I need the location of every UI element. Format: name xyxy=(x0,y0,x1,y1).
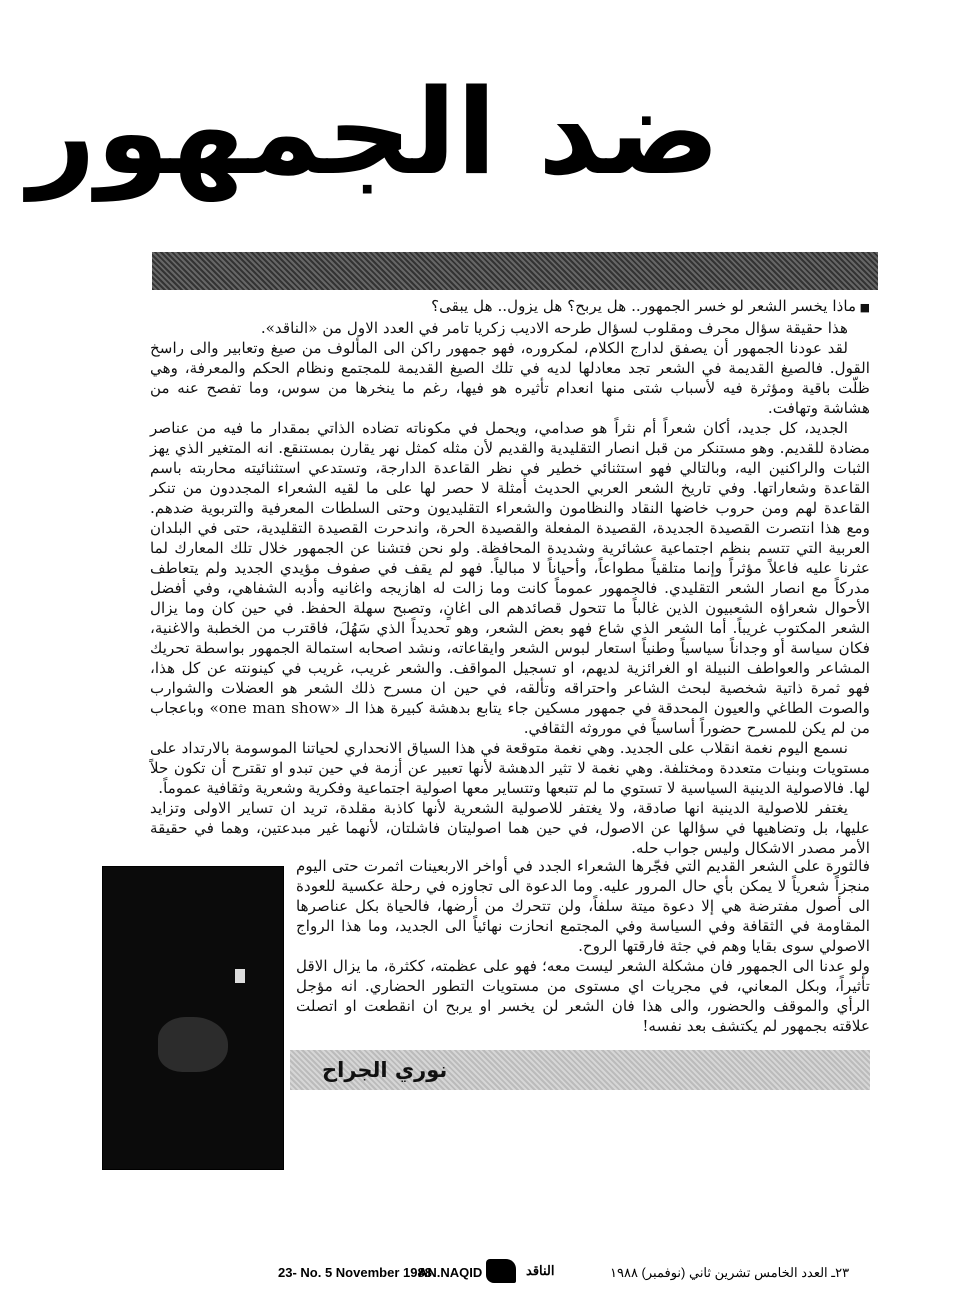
brand-name-ar: الناقد xyxy=(526,1263,555,1278)
article-body xyxy=(150,296,870,856)
author-bar xyxy=(290,1050,870,1090)
magazine-logo-icon xyxy=(486,1259,516,1283)
title-bar xyxy=(152,252,878,290)
article-paragraph: الجديد، كل جديد، أكان شعراً أم نثراً هو صدامي، ويحمل في مكوناته تضاده الذاتي بمقدار ما فيه من عناصر مضادة للقديم. وهو مستنكر من قبل انصار التقليدية والقديم لأن مثله كمثل نهر يقارن بمستنقع. انه المتغير الذي يهز الثبات والراكنين اليه، وبالتالي فهو استثنائي خطير في نظر القاعدة الدارجة، وتستدعي استثنائيته محاربته باسم القاعدة وشعاراتها. وفي تاريخ الشعر العربي الحديث أمثلة لا حصر لها على ما لقيه الشعراء المجددون من تنكر القاعدة لهم ومن حروب خاضها النقاد والنظامون والشعراء التقليديون وحتى السلطات المعرفية والتربوية ضدهم. ومع هذا انتصرت القصيدة الجديدة، القصيدة المفعلة والقصيدة الحرة، واندحرت القصيدة التقليدية، حتى في البلدان العربية التي تتسم بنظم اجتماعية عشائرية وشديدة المحافظة. ولو نحن فتشنا عن الجمهور خلال تلك المعارك لما عثرنا عليه فاعلاً مؤثراً وإنما متلقياً مطواعاً، وأحياناً لا مبالياً. فهو لم يقف في صفوف مؤيدي الجديد ولم يتعاطف مدركاً مع انصار الشعر التقليدي. فالجمهور عموماً كانت وما زالت له اهازيجه واغانيه وأدبه الشفاهي، وفي أفضل الأحوال شعراؤه الشعبيون الذين غالباً ما تتحول قصائدهم الى اغانٍ، وتصبح سهلة الحفظ. في حين كان وما يزال الشعر المكتوب غريباً. أما الشعر الذي شاع فهو بعض الشعر، وهو تحديداً الذي سَهُلَ، فاقترب من الخطبة والاغنية، فكان سياسة أو وجداناً سياسياً وطنياً استعار لبوس الشعر وايقاعاته، ونشد اصحابه استمالة الجمهور بواسطة تحريك المشاعر والعواطف النبيلة او الغرائزية لديهم، او تسجيل المواقف. والشعر غريب، غريب في كينونته عن كل هذا، فهو ثمرة ذاتية شخصية لبحث الشاعر واحتراقه وتألقه، في حين ان مسرح ذلك الشعر هو العضلات والشوارب والصوت الطاغي والعيون المحدقة في جمهور مسكين جاء يتابع بدهشة كبيرة هذا الـ «one man show» وباعجاب من لم يكن للمسرح حضوراً أساسياً في موروثه الثقافي. xyxy=(150,419,870,737)
headline: ضد الجمهور xyxy=(28,63,720,201)
article-continuation xyxy=(296,856,870,1035)
footer xyxy=(270,1259,870,1285)
issue-info-en: 23- No. 5 November 1988 xyxy=(278,1265,432,1280)
article-paragraph: لقد عودنا الجمهور أن يصفق لدارج الكلام، لمكروره، فهو جمهور راكن الى المألوف من صيغ وتعابير والى راسخ القول. فالصيغ القديمة في الشعر تجد معادلها لديه في تلك الصيغ القديمة للمجتمع ونظام الحكم والمعرفة، وهي ظلّت باقية ومؤثرة فيه لأسباب شتى منها انعدام تأثيره هو فيها، رغم ما ينخرها من سوس، وما تفصح عنه من هشاشة وتهافت. xyxy=(150,339,870,417)
author-name: نوري الجراح xyxy=(322,1058,448,1082)
hand-shape xyxy=(158,1017,228,1072)
highlight-mark xyxy=(235,969,245,983)
author-photo xyxy=(102,866,284,1170)
article-paragraph: فالثورة على الشعر القديم التي فجّرها الشعراء الجدد في أواخر الاربعينات اثمرت حتى اليوم منجزاً شعرياً لا يمكن بأي حال المرور عليه. وما الدعوة الى تجاوزه في رحلة عكسية للعودة الى أصول مفترضة هي إلا دعوة ميتة سلفاً، ولن تتحرك من أرضها، فالحياة بكل عناصرها المقاومة في الثقافة وفي السياسة وفي المجتمع انحازت نهائياً الى الجديد، وما هذا الرواج الاصولي سوى بقايا وهم في جثة فارقتها الروح. xyxy=(296,857,870,955)
issue-info-ar: ٢٣ـ العدد الخامس تشرين ثاني (نوفمبر) ١٩٨٨ xyxy=(610,1265,850,1280)
article-paragraph: ■ ماذا يخسر الشعر لو خسر الجمهور.. هل يربح؟ هل يزول.. هل يبقى؟ xyxy=(150,296,870,318)
article-paragraph: هذا حقيقة سؤال محرف ومقلوب لسؤال طرحه الاديب زكريا تامر في العدد الاول من «الناقد». xyxy=(260,319,848,337)
brand-name-en: AN.NAQID xyxy=(418,1265,483,1280)
article-paragraph: يغتفر للاصولية الدينية انها صادقة، ولا يغتفر للاصولية الشعرية لأنها كاذبة مقلدة، تريد ان تساير الاولى وتزايد عليها، بل وتضاهيها في سؤالها عن الاصول، في حين هما اصوليتان فاشلتان، لأنهما غير مبدعتين، وهما في حقيقة الأمر مصدر الاشكال وليس جواب حله. xyxy=(150,799,870,857)
article-paragraph: ولو عدنا الى الجمهور فان مشكلة الشعر ليست معه؛ فهو على عظمته، ككثرة، ما يزال الاقل تأثيراً، وبكل المعاني، في مجريات اي مستوى من مستويات التطور الحضاري. انه مؤجل الرأي والموقف والحضور، والى هذا فان الشعر لن يخسر او يربح ان انقطعت او اتصلت علاقته بجمهور لم يكتشف بعد نفسه! xyxy=(296,957,870,1035)
article-paragraph: نسمع اليوم نغمة انقلاب على الجديد. وهي نغمة متوقعة في هذا السياق الانحداري لحياتنا الموسومة بالارتداد على مستويات وبنيات متعددة ومختلفة. وهي نغمة لا تثير الدهشة لأنها تعبير عن أزمة في حين تبدو او تقترح أن تكون حلاً لها. فالاصولية الدينية السياسية لا تستوي ما لم تتبعها وتتساير معها اصولية اجتماعية وفكرية وشعرية وثقافية عموماً. xyxy=(150,739,870,797)
